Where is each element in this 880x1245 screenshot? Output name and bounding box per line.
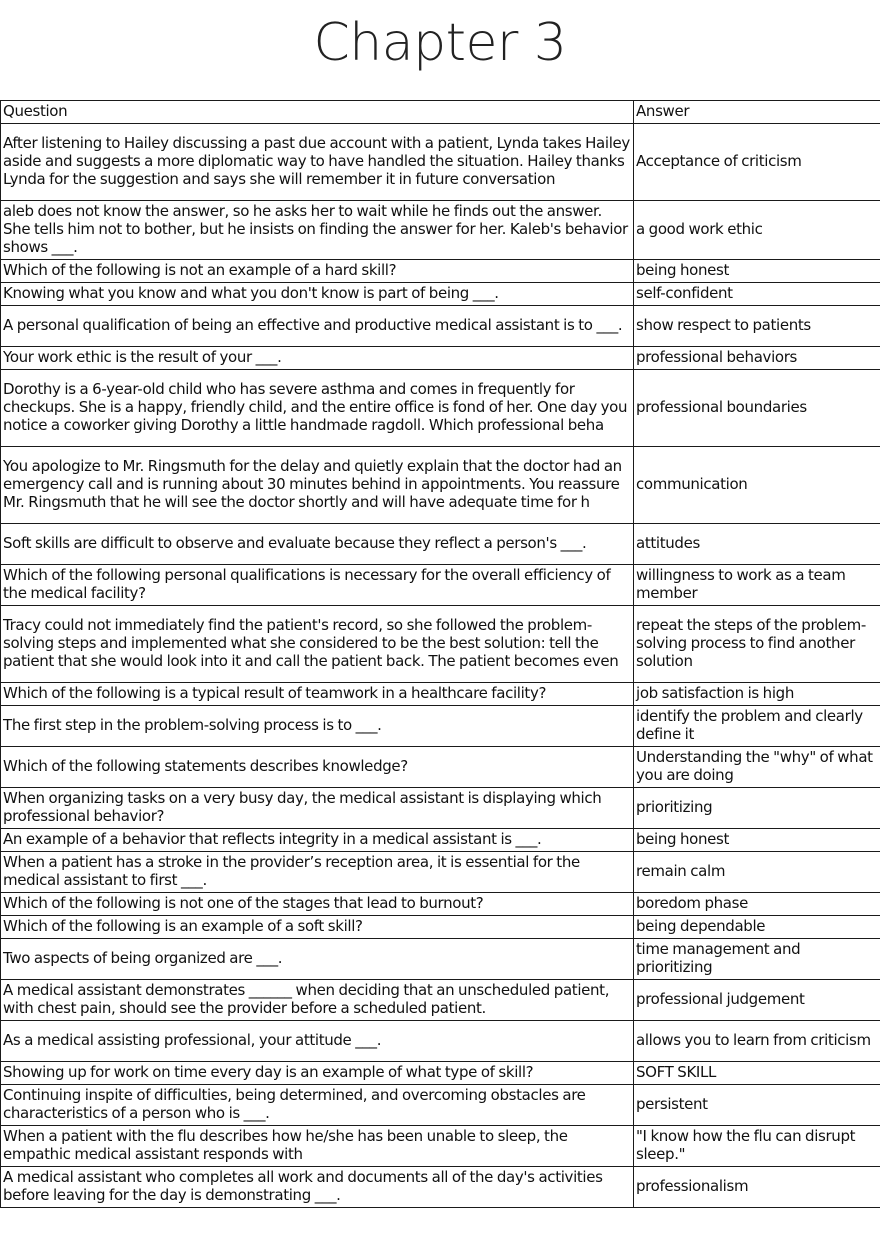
answer-cell: attitudes — [634, 524, 880, 565]
question-cell: An example of a behavior that reflects integrity in a medical assistant is ___. — [1, 829, 634, 852]
question-cell: Which of the following statements describes knowledge? — [1, 747, 634, 788]
table-row — [1, 1126, 880, 1167]
table-row — [1, 370, 880, 447]
table-row — [1, 788, 880, 829]
answer-cell: SOFT SKILL — [634, 1062, 880, 1085]
table-row — [1, 124, 880, 201]
question-cell: Two aspects of being organized are ___. — [1, 939, 634, 980]
answer-cell: Understanding the "why" of what you are doing — [634, 747, 880, 788]
answer-cell: being dependable — [634, 916, 880, 939]
table-row — [1, 347, 880, 370]
question-cell: Showing up for work on time every day is an example of what type of skill? — [1, 1062, 634, 1085]
answer-cell: being honest — [634, 260, 880, 283]
table-row — [1, 606, 880, 683]
answer-cell: job satisfaction is high — [634, 683, 880, 706]
question-cell: You apologize to Mr. Ringsmuth for the delay and quietly explain that the doctor had an emergency call and is running about 30 minutes behind in appointments. You reassure Mr. Ringsmuth that he will see the doctor shortly and will have adequate time for h — [1, 447, 634, 524]
question-cell: When a patient with the flu describes how he/she has been unable to sleep, the empathic medical assistant responds with — [1, 1126, 634, 1167]
table-row — [1, 283, 880, 306]
question-column-header: Question — [1, 101, 634, 124]
table-row — [1, 829, 880, 852]
table-row — [1, 980, 880, 1021]
table-row — [1, 852, 880, 893]
question-cell: As a medical assisting professional, your attitude ___. — [1, 1021, 634, 1062]
question-cell: Which of the following is a typical result of teamwork in a healthcare facility? — [1, 683, 634, 706]
table-row — [1, 1085, 880, 1126]
qa-table — [0, 100, 880, 1208]
answer-cell: identify the problem and clearly define it — [634, 706, 880, 747]
answer-cell: boredom phase — [634, 893, 880, 916]
answer-cell: repeat the steps of the problem-solving process to find another solution — [634, 606, 880, 683]
table-row — [1, 747, 880, 788]
answer-cell: allows you to learn from criticism — [634, 1021, 880, 1062]
table-row — [1, 1021, 880, 1062]
table-row — [1, 447, 880, 524]
question-cell: Which of the following is not one of the stages that lead to burnout? — [1, 893, 634, 916]
answer-cell: "I know how the flu can disrupt sleep." — [634, 1126, 880, 1167]
question-cell: A medical assistant who completes all work and documents all of the day's activities before leaving for the day is demonstrating ___. — [1, 1167, 634, 1208]
answer-cell: communication — [634, 447, 880, 524]
question-cell: Which of the following is not an example of a hard skill? — [1, 260, 634, 283]
page-title: Chapter 3 — [313, 13, 567, 73]
answer-cell: being honest — [634, 829, 880, 852]
question-cell: When organizing tasks on a very busy day, the medical assistant is displaying which professional behavior? — [1, 788, 634, 829]
question-cell: A personal qualification of being an effective and productive medical assistant is to ___. — [1, 306, 634, 347]
question-cell: After listening to Hailey discussing a past due account with a patient, Lynda takes Hailey aside and suggests a more diplomatic way to have handled the situation. Hailey thanks Lynda for the suggestion and says she will remember it in future conversation — [1, 124, 634, 201]
question-cell: aleb does not know the answer, so he asks her to wait while he finds out the answer. She tells him not to bother, but he insists on finding the answer for her. Kaleb's behavior shows ___. — [1, 201, 634, 260]
question-cell: Tracy could not immediately find the patient's record, so she followed the problem-solving steps and implemented what she considered to be the best solution: tell the patient that she would look into it and call the patient back. The patient becomes even — [1, 606, 634, 683]
answer-cell: Acceptance of criticism — [634, 124, 880, 201]
answer-cell: professional behaviors — [634, 347, 880, 370]
answer-cell: time management and prioritizing — [634, 939, 880, 980]
table-row — [1, 565, 880, 606]
answer-cell: persistent — [634, 1085, 880, 1126]
table-row — [1, 201, 880, 260]
answer-cell: remain calm — [634, 852, 880, 893]
table-row — [1, 1062, 880, 1085]
table-row — [1, 260, 880, 283]
question-cell: Knowing what you know and what you don't know is part of being ___. — [1, 283, 634, 306]
answer-cell: professionalism — [634, 1167, 880, 1208]
answer-cell: self-confident — [634, 283, 880, 306]
table-row — [1, 683, 880, 706]
question-cell: When a patient has a stroke in the provider’s reception area, it is essential for the medical assistant to first ___. — [1, 852, 634, 893]
question-cell: Which of the following personal qualifications is necessary for the overall efficiency of the medical facility? — [1, 565, 634, 606]
answer-cell: show respect to patients — [634, 306, 880, 347]
question-cell: Your work ethic is the result of your ___. — [1, 347, 634, 370]
question-cell: Soft skills are difficult to observe and evaluate because they reflect a person's ___. — [1, 524, 634, 565]
table-header-row — [1, 101, 880, 124]
table-row — [1, 893, 880, 916]
table-row — [1, 916, 880, 939]
answer-cell: willingness to work as a team member — [634, 565, 880, 606]
table-row — [1, 939, 880, 980]
question-cell: A medical assistant demonstrates ______ when deciding that an unscheduled patient, with chest pain, should see the provider before a scheduled patient. — [1, 980, 634, 1021]
table-row — [1, 306, 880, 347]
table-row — [1, 524, 880, 565]
answer-cell: prioritizing — [634, 788, 880, 829]
answer-cell: professional judgement — [634, 980, 880, 1021]
answer-cell: professional boundaries — [634, 370, 880, 447]
table-row — [1, 1167, 880, 1208]
question-cell: Which of the following is an example of a soft skill? — [1, 916, 634, 939]
question-cell: Dorothy is a 6-year-old child who has severe asthma and comes in frequently for checkups. She is a happy, friendly child, and the entire office is fond of her. One day you notice a coworker giving Dorothy a little handmade ragdoll. Which professional beha — [1, 370, 634, 447]
answer-cell: a good work ethic — [634, 201, 880, 260]
answer-column-header: Answer — [634, 101, 880, 124]
question-cell: Continuing inspite of difficulties, being determined, and overcoming obstacles are characteristics of a person who is ___. — [1, 1085, 634, 1126]
table-row — [1, 706, 880, 747]
question-cell: The first step in the problem-solving process is to ___. — [1, 706, 634, 747]
